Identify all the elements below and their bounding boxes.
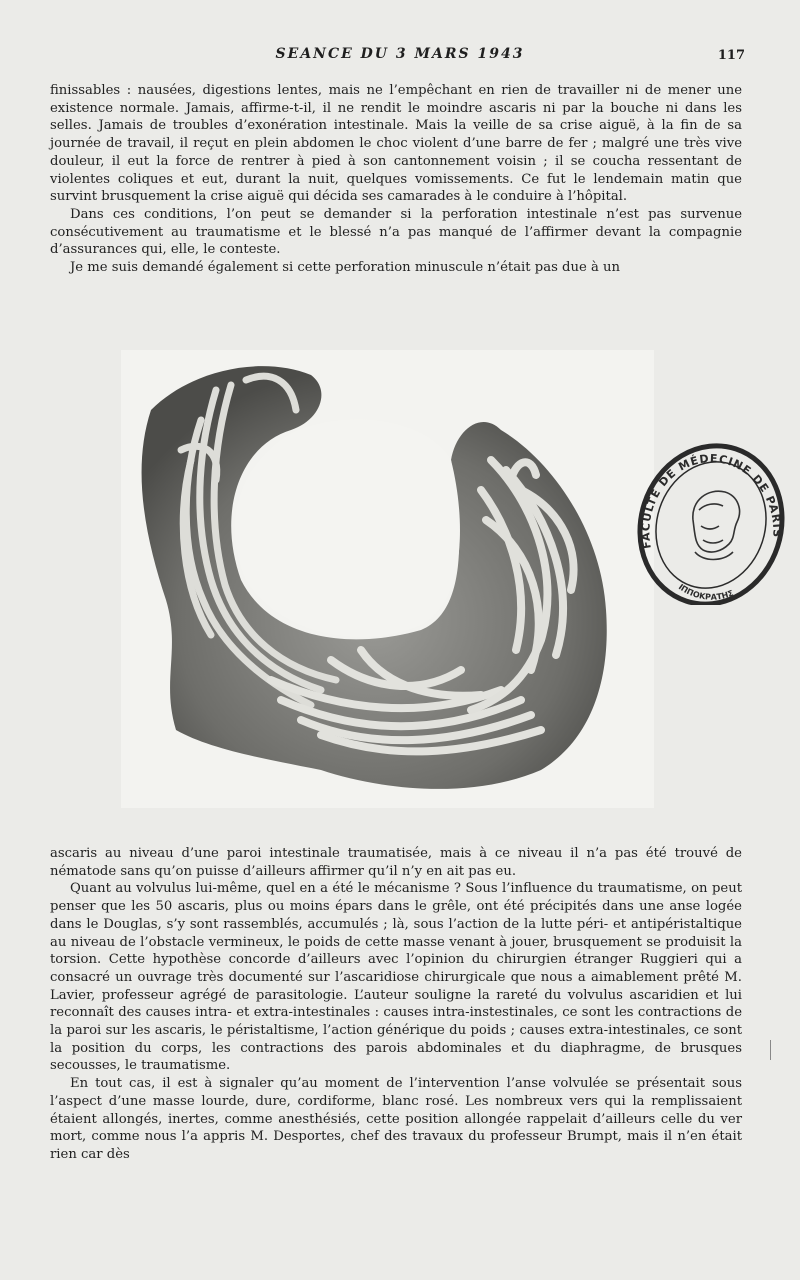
paragraph: Quant au volvulus lui-même, quel en a été le mécanisme ? Sous l’influence du traumatisme, on peut penser que les 50 ascaris, plus ou moins épars dans le grêle, ont été précipités dans une anse logée dans le Douglas, s’y sont rassemblés, accumulés ; là, sous l’action de la lutte péri- et antipéristaltique au niveau de l’obstacle vermineux, le poids de cette masse venant à jouer, brusquement se produisit la torsion. Cette hypothèse concorde d’ailleurs avec l’opinion du chirurgien étranger Ruggieri qui a consacré un ouvrage très documenté sur l’ascaridiose chirurgicale que nous a aimablement prêté M. Lavier, professeur agrégé de parasitologie. L’auteur souligne la rareté du volvulus ascaridien et lui reconnaît des causes intra- et extra-intestinales : causes intra-instestinales, ce sont les contractions de la paroi sur les ascaris, le péristaltisme, l’action générique du poids ; causes extra-intestinales, ce sont la position du corps, les contractions des parois abdominales et du diaphragme, de brusques secousses, le traumatisme.: [50, 881, 742, 1074]
paragraph: Dans ces conditions, l’on peut se demander si la perforation intestinale n’est pas survenue consécutivement au traumatisme et le blessé n’a pas manqué de l’affirmer devant la compagnie d’assurances qui, elle, le conteste.: [50, 206, 742, 258]
stamp-text: FACULTÉ DE MÉDECINE DE PARIS: [639, 452, 784, 550]
stamp-lower-text: ΙΠΠΟΚΡΑΤΗΣ: [676, 582, 735, 602]
text-block-top: [50, 82, 742, 277]
stamp-seal: [633, 430, 785, 605]
text-block-bottom: [50, 845, 742, 1164]
paragraph: En tout cas, il est à signaler qu’au moment de l’intervention l’anse volvulée se présentait sous l’aspect d’une masse lourde, dure, cordiforme, blanc rosé. Les nombreux vers qui la remplissaient étaient allongés, inertes, comme anesthésiés, cette position allongée rappelait d’ailleurs celle du ver mort, comme nous l’a appris M. Desportes, chef des travaux du professeur Brumpt, mais il n’en était rien car dès: [50, 1076, 742, 1162]
paragraph: finissables : nausées, digestions lentes, mais ne l’empêchant en rien de travailler ni de mener une existence normale. Jamais, affirme-t-il, il ne rendit le moindre ascaris ni par la bouche ni dans les selles. Jamais de troubles d’exonération intestinale. Mais la veille de sa crise aiguë, à la fin de sa journée de travail, il reçut en plein abdomen le choc violent d’une barre de fer ; malgré une très vive douleur, il eut la force de rentrer à pied à son cantonnement voisin ; il se coucha ressentant de violentes coliques et eut, durant la nuit, quelques vomissements. Ce fut le lendemain matin que survint brusquement la crise aiguë qui décida ses camarades à le conduire à l’hôpital.: [50, 83, 742, 205]
library-stamp: [633, 430, 785, 605]
specimen-photograph: [121, 350, 654, 808]
paragraph: Je me suis demandé également si cette perforation minuscule n’était pas due à un: [70, 260, 620, 276]
ascaris-volvulus-photo: [121, 350, 654, 808]
page-number: 117: [717, 48, 745, 63]
running-header: SEANCE DU 3 MARS 1943: [275, 46, 525, 62]
margin-mark: [770, 1040, 771, 1060]
profile-head-icon: [693, 491, 740, 559]
paragraph: ascaris au niveau d’une paroi intestinale traumatisée, mais à ce niveau il n’a pas été trouvé de nématode sans qu’on puisse d’ailleurs affirmer qu’il n’y en ait pas eu.: [50, 846, 742, 879]
